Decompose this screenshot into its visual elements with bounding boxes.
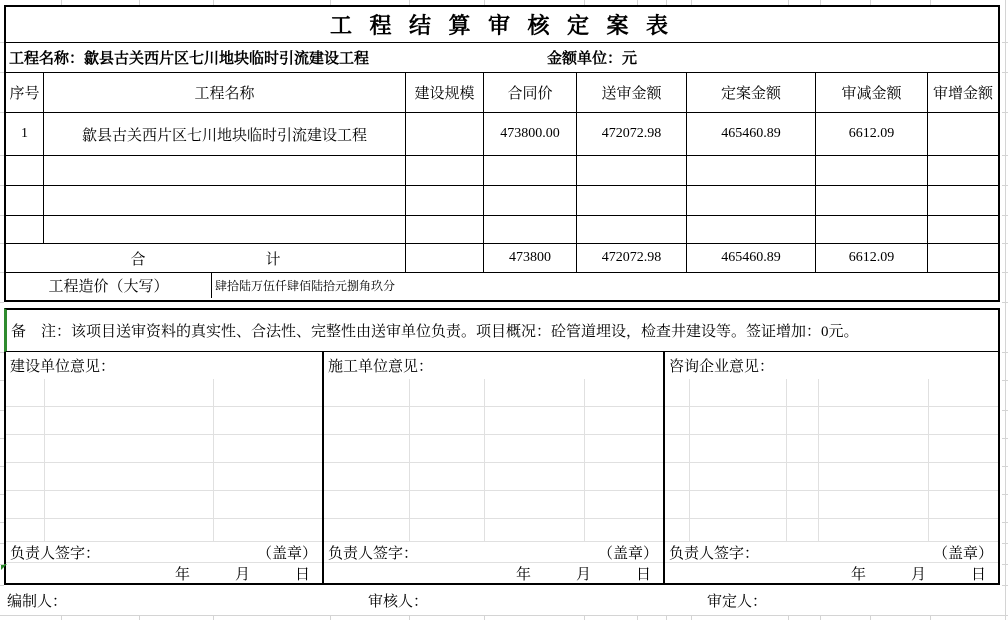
- gridline-stub: [61, 0, 62, 5]
- gridline-stub: [0, 112, 4, 113]
- col-header-contract-price: 合同价: [484, 73, 577, 112]
- cell-seq[interactable]: 1: [6, 113, 44, 155]
- gridline-stub: [0, 466, 4, 467]
- seal-label: （盖章）: [256, 545, 317, 562]
- sign-row: [6, 541, 322, 562]
- gridline-stub: [0, 380, 4, 381]
- cell-contract-price[interactable]: [484, 156, 577, 185]
- main-table: [4, 5, 1000, 302]
- table-row: [6, 156, 998, 186]
- cost-in-words-label: 工程造价（大写）: [6, 273, 212, 298]
- title-row: [6, 7, 998, 43]
- cell-contract-price[interactable]: 473800.00: [484, 113, 577, 155]
- cell-submitted-amount[interactable]: [577, 216, 687, 243]
- gridline-stub: [788, 0, 789, 5]
- seal-label: （盖章）: [932, 545, 993, 562]
- col-header-scale: 建设规模: [406, 73, 484, 112]
- sign-label: 负责人签字：: [669, 545, 760, 562]
- cell-project-name[interactable]: [44, 216, 406, 243]
- gridline-stub: [584, 0, 585, 5]
- cell-increased-amount[interactable]: [928, 186, 998, 215]
- total-finalized-amount[interactable]: 465460.89: [687, 244, 816, 272]
- sign-label: 负责人签字：: [328, 545, 419, 562]
- unit-label: 金额单位：元: [547, 51, 638, 67]
- gridline-stub: [930, 0, 931, 5]
- gridline-stub: [0, 522, 4, 523]
- gridline-stub: [0, 564, 4, 565]
- cell-seq[interactable]: [6, 216, 44, 243]
- gridline-stub: [213, 0, 214, 5]
- total-submitted-amount[interactable]: 472072.98: [577, 244, 687, 272]
- gridline-stub: [870, 0, 871, 5]
- col-header-seq: 序号: [6, 73, 44, 112]
- cell-increased-amount[interactable]: [928, 216, 998, 243]
- cell-scale[interactable]: [406, 156, 484, 185]
- date-placeholder[interactable]: 年 月 日: [6, 562, 322, 583]
- table-row: [6, 186, 998, 216]
- seal-label: （盖章）: [597, 545, 658, 562]
- cell-submitted-amount[interactable]: 472072.98: [577, 113, 687, 155]
- table-header-row: [6, 73, 998, 113]
- gridline-stub: [0, 543, 4, 544]
- col-header-increased-amount: 审增金额: [932, 86, 993, 102]
- gridline-stub: [0, 72, 4, 73]
- opinion-title: 咨询企业意见：: [669, 359, 775, 375]
- total-label: 合 计: [6, 244, 406, 272]
- col-header-finalized-amount: 定案金额: [687, 73, 816, 112]
- gridline-stub: [0, 494, 4, 495]
- cell-submitted-amount[interactable]: [577, 186, 687, 215]
- gridline-stub: [0, 352, 4, 353]
- cell-increased-amount[interactable]: [928, 156, 998, 185]
- gridline-stub: [0, 438, 4, 439]
- gridline-stub: [484, 0, 485, 5]
- total-contract-price[interactable]: 473800: [484, 244, 577, 272]
- cell-reduced-amount[interactable]: [816, 156, 928, 185]
- gridline-stub: [0, 272, 4, 273]
- opinion-box-construction-unit: [6, 352, 324, 583]
- col-header-project-name: 工程名称: [44, 73, 406, 112]
- preparer-label: 编制人：: [7, 594, 68, 610]
- table-row: [6, 113, 998, 156]
- cost-in-words-value[interactable]: 肆拾陆万伍仟肆佰陆拾元捌角玖分: [215, 279, 396, 293]
- gridline-stub: [666, 0, 667, 5]
- reviewer-label: 审核人：: [368, 594, 429, 610]
- cell-seq[interactable]: [6, 156, 44, 185]
- cell-project-name[interactable]: [44, 186, 406, 215]
- cell-project-name[interactable]: [44, 156, 406, 185]
- cell-contract-price[interactable]: [484, 186, 577, 215]
- table-row: [6, 216, 998, 244]
- cell-finalized-amount[interactable]: [687, 216, 816, 243]
- gridline-stub: [139, 0, 140, 5]
- date-placeholder[interactable]: 年 月 日: [324, 562, 663, 583]
- opinion-body-area[interactable]: [324, 379, 663, 541]
- gridline-stub: [0, 243, 4, 244]
- cell-finalized-amount[interactable]: [687, 186, 816, 215]
- sign-row: [324, 541, 663, 562]
- opinion-title: 施工单位意见：: [328, 359, 434, 375]
- cell-scale[interactable]: [406, 186, 484, 215]
- sign-label: 负责人签字：: [10, 545, 101, 562]
- remark-row: [4, 308, 1000, 352]
- opinion-title: 建设单位意见：: [10, 359, 116, 375]
- opinion-box-contractor-unit: [324, 352, 665, 583]
- cell-project-name[interactable]: 歙县古关西片区七川地块临时引流建设工程: [44, 113, 406, 155]
- gridline-stub: [0, 155, 4, 156]
- opinion-body-area[interactable]: [665, 379, 998, 541]
- cell-reduced-amount[interactable]: [816, 216, 928, 243]
- cell-contract-price[interactable]: [484, 216, 577, 243]
- total-scale[interactable]: [406, 244, 484, 272]
- page-title: 工 程 结 算 审 核 定 案 表: [329, 13, 674, 38]
- gridline-stub: [0, 185, 4, 186]
- gridline-stub: [820, 0, 821, 5]
- cell-scale[interactable]: [406, 113, 484, 155]
- sign-row: [665, 541, 998, 562]
- gridline-stub: [637, 0, 638, 5]
- info-row: [6, 43, 998, 73]
- gridline-stub: [0, 615, 1008, 616]
- cell-finalized-amount[interactable]: 465460.89: [687, 113, 816, 155]
- gridline-stub: [0, 215, 4, 216]
- cell-increased-amount[interactable]: [928, 113, 998, 155]
- cell-reduced-amount[interactable]: 6612.09: [816, 113, 928, 155]
- gridline-stub: [1005, 0, 1006, 620]
- date-placeholder[interactable]: 年 月 日: [665, 562, 998, 583]
- cell-finalized-amount[interactable]: [687, 156, 816, 185]
- cell-submitted-amount[interactable]: [577, 156, 687, 185]
- gridline-stub: [409, 0, 410, 5]
- col-header-submitted-amount: 送审金额: [577, 73, 687, 112]
- total-row: [6, 244, 998, 273]
- opinion-body-area[interactable]: [6, 379, 322, 541]
- opinion-box-consulting-firm: [665, 352, 998, 583]
- gridline-stub: [0, 302, 4, 303]
- gridline-stub: [0, 585, 4, 586]
- gridline-stub: [0, 410, 4, 411]
- cell-seq[interactable]: [6, 186, 44, 215]
- col-header-reduced-amount: 审减金额: [816, 73, 928, 112]
- project-name-label: 工程名称：歙县古关西片区七川地块临时引流建设工程: [9, 51, 370, 67]
- gridline-stub: [0, 42, 4, 43]
- opinions-section: [4, 352, 1000, 585]
- remark-text: 备 注：该项目送审资料的真实性、合法性、完整性由送审单位负责。项目概况：砼管道埋设，检查井建设等。签证增加：0元。: [11, 324, 859, 340]
- gridline-stub: [330, 0, 331, 5]
- cell-scale[interactable]: [406, 216, 484, 243]
- cell-reduced-amount[interactable]: [816, 186, 928, 215]
- gridline-stub: [691, 0, 692, 5]
- cost-in-words-row: [6, 273, 998, 298]
- approver-label: 审定人：: [707, 594, 768, 610]
- total-increased-amount[interactable]: [928, 244, 998, 272]
- total-reduced-amount[interactable]: 6612.09: [816, 244, 928, 272]
